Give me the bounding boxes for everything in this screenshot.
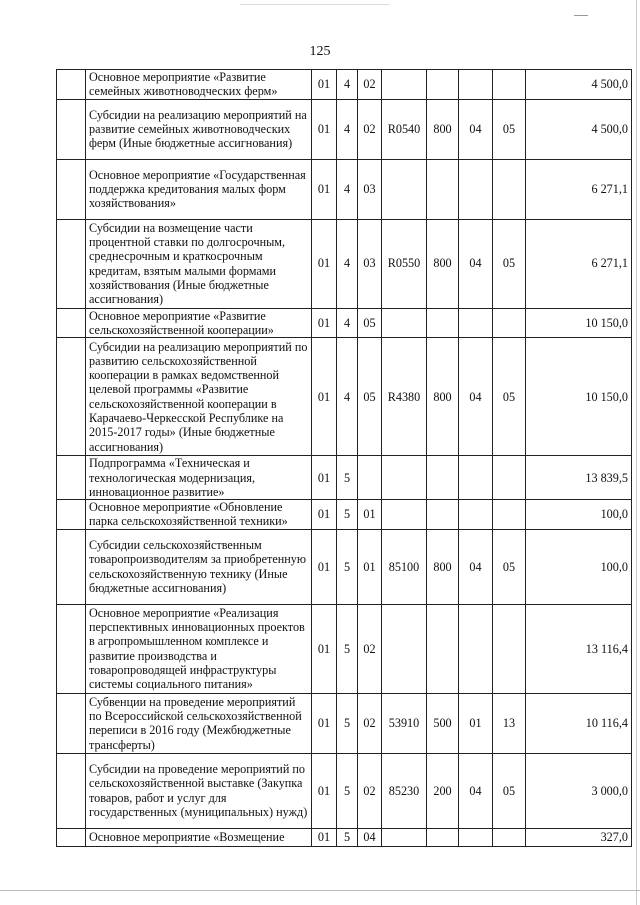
subprogram-code: 5 [337, 456, 358, 500]
subsection-code: 05 [493, 529, 526, 604]
table-row [57, 753, 632, 828]
section-code [459, 828, 493, 846]
page-number: 125 [309, 44, 331, 59]
amount: 6 271,1 [526, 159, 632, 219]
subsection-code [493, 70, 526, 100]
blank-cell [57, 159, 86, 219]
blank-cell [57, 693, 86, 753]
table-row [57, 604, 632, 693]
measure-code: 02 [358, 604, 382, 693]
expense-type-code: 800 [427, 99, 459, 159]
expense-type-code: 500 [427, 693, 459, 753]
section-code [459, 308, 493, 338]
item-name: Основное мероприятие «Возмещение [86, 828, 312, 846]
subprogram-code: 5 [337, 500, 358, 530]
scan-artifact-mark [574, 15, 588, 16]
subprogram-code: 5 [337, 753, 358, 828]
measure-code: 03 [358, 219, 382, 308]
subprogram-code: 5 [337, 693, 358, 753]
amount: 13 116,4 [526, 604, 632, 693]
section-code: 04 [459, 219, 493, 308]
measure-code: 02 [358, 70, 382, 100]
program-code: 01 [312, 500, 337, 530]
direction-code: R0540 [382, 99, 427, 159]
amount: 3 000,0 [526, 753, 632, 828]
program-code: 01 [312, 604, 337, 693]
subprogram-code: 4 [337, 99, 358, 159]
direction-code: 85230 [382, 753, 427, 828]
subsection-code: 05 [493, 753, 526, 828]
section-code [459, 456, 493, 500]
expense-type-code [427, 456, 459, 500]
expense-type-code: 800 [427, 338, 459, 456]
direction-code [382, 70, 427, 100]
program-code: 01 [312, 99, 337, 159]
expense-type-code [427, 500, 459, 530]
scan-artifact-top [240, 4, 390, 5]
blank-cell [57, 604, 86, 693]
program-code: 01 [312, 529, 337, 604]
section-code: 04 [459, 529, 493, 604]
direction-code [382, 500, 427, 530]
expense-type-code [427, 828, 459, 846]
table-row [57, 338, 632, 456]
subsection-code: 13 [493, 693, 526, 753]
measure-code: 03 [358, 159, 382, 219]
subsection-code [493, 456, 526, 500]
table-row [57, 828, 632, 846]
amount: 327,0 [526, 828, 632, 846]
blank-cell [57, 529, 86, 604]
expense-type-code: 200 [427, 753, 459, 828]
blank-cell [57, 828, 86, 846]
subprogram-code: 4 [337, 338, 358, 456]
item-name: Подпрограмма «Техническая и технологическая модернизация, инновационное развитие» [86, 456, 312, 500]
subprogram-code: 4 [337, 159, 358, 219]
direction-code [382, 308, 427, 338]
expense-type-code [427, 604, 459, 693]
section-code: 04 [459, 753, 493, 828]
table-row [57, 529, 632, 604]
direction-code: R0550 [382, 219, 427, 308]
table-body [57, 70, 632, 847]
blank-cell [57, 70, 86, 100]
measure-code: 04 [358, 828, 382, 846]
direction-code: 53910 [382, 693, 427, 753]
item-name: Субсидии сельскохозяйственным товаропроизводителям за приобретенную сельскохозяйственную технику (Иные бюджетные ассигнования) [86, 529, 312, 604]
measure-code: 05 [358, 338, 382, 456]
table-row [57, 159, 632, 219]
subprogram-code: 5 [337, 529, 358, 604]
scan-artifact-bottom-edge [0, 890, 640, 891]
subprogram-code: 4 [337, 70, 358, 100]
program-code: 01 [312, 693, 337, 753]
blank-cell [57, 99, 86, 159]
program-code: 01 [312, 828, 337, 846]
subsection-code: 05 [493, 338, 526, 456]
subsection-code [493, 308, 526, 338]
section-code: 04 [459, 338, 493, 456]
measure-code: 01 [358, 529, 382, 604]
item-name: Субсидии на реализацию мероприятий по развитию сельскохозяйственной кооперации в рамках ведомственной целевой программы «Развитие сельскохозяйственной кооперации в Карачаево-Черкесской Республике на 2015-2017 годы» (Иные бюджетные ассигнования) [86, 338, 312, 456]
subsection-code [493, 500, 526, 530]
blank-cell [57, 456, 86, 500]
section-code: 04 [459, 99, 493, 159]
expense-type-code: 800 [427, 219, 459, 308]
item-name: Основное мероприятие «Развитие сельскохозяйственной кооперации» [86, 308, 312, 338]
measure-code: 05 [358, 308, 382, 338]
expense-type-code [427, 159, 459, 219]
table-row [57, 308, 632, 338]
subsection-code: 05 [493, 99, 526, 159]
direction-code [382, 456, 427, 500]
amount: 6 271,1 [526, 219, 632, 308]
program-code: 01 [312, 70, 337, 100]
expense-type-code: 800 [427, 529, 459, 604]
blank-cell [57, 753, 86, 828]
program-code: 01 [312, 308, 337, 338]
direction-code [382, 604, 427, 693]
direction-code: 85100 [382, 529, 427, 604]
blank-cell [57, 308, 86, 338]
section-code [459, 604, 493, 693]
blank-cell [57, 500, 86, 530]
subsection-code [493, 828, 526, 846]
subsection-code [493, 159, 526, 219]
section-code [459, 500, 493, 530]
amount: 13 839,5 [526, 456, 632, 500]
section-code [459, 70, 493, 100]
program-code: 01 [312, 456, 337, 500]
table-row [57, 456, 632, 500]
measure-code: 02 [358, 753, 382, 828]
blank-cell [57, 219, 86, 308]
subsection-code: 05 [493, 219, 526, 308]
direction-code: R4380 [382, 338, 427, 456]
subprogram-code: 5 [337, 604, 358, 693]
measure-code: 01 [358, 500, 382, 530]
table-row [57, 500, 632, 530]
section-code [459, 159, 493, 219]
program-code: 01 [312, 219, 337, 308]
item-name: Основное мероприятие «Реализация перспективных инновационных проектов в агропромышленном комплексе и развитие производства и товаропроводящей инфраструктуры системы социального питания» [86, 604, 312, 693]
program-code: 01 [312, 753, 337, 828]
table-row [57, 693, 632, 753]
blank-cell [57, 338, 86, 456]
direction-code [382, 159, 427, 219]
item-name: Субвенции на проведение мероприятий по Всероссийской сельскохозяйственной переписи в 2016 году (Межбюджетные трансферты) [86, 693, 312, 753]
amount: 10 150,0 [526, 338, 632, 456]
amount: 4 500,0 [526, 70, 632, 100]
measure-code: 02 [358, 693, 382, 753]
item-name: Основное мероприятие «Развитие семейных животноводческих ферм» [86, 70, 312, 100]
section-code: 01 [459, 693, 493, 753]
table-row [57, 70, 632, 100]
table-row [57, 99, 632, 159]
subsection-code [493, 604, 526, 693]
amount: 100,0 [526, 500, 632, 530]
subprogram-code: 5 [337, 828, 358, 846]
direction-code [382, 828, 427, 846]
program-code: 01 [312, 159, 337, 219]
subprogram-code: 4 [337, 219, 358, 308]
measure-code [358, 456, 382, 500]
item-name: Субсидии на возмещение части процентной ставки по долгосрочным, среднесрочным и краткосрочным кредитам, взятым малыми формами хозяйствования (Иные бюджетные ассигнования) [86, 219, 312, 308]
expense-type-code [427, 308, 459, 338]
amount: 10 150,0 [526, 308, 632, 338]
subprogram-code: 4 [337, 308, 358, 338]
scan-artifact-right-edge [636, 0, 637, 905]
expense-type-code [427, 70, 459, 100]
measure-code: 02 [358, 99, 382, 159]
amount: 10 116,4 [526, 693, 632, 753]
program-code: 01 [312, 338, 337, 456]
table-row [57, 219, 632, 308]
item-name: Субсидии на проведение мероприятий по сельскохозяйственной выставке (Закупка товаров, работ и услуг для государственных (муниципальных) нужд) [86, 753, 312, 828]
amount: 100,0 [526, 529, 632, 604]
item-name: Основное мероприятие «Обновление парка сельскохозяйственной техники» [86, 500, 312, 530]
item-name: Субсидии на реализацию мероприятий на развитие семейных животноводческих ферм (Иные бюджетные ассигнования) [86, 99, 312, 159]
budget-table [56, 69, 632, 847]
item-name: Основное мероприятие «Государственная поддержка кредитования малых форм хозяйствования» [86, 159, 312, 219]
amount: 4 500,0 [526, 99, 632, 159]
